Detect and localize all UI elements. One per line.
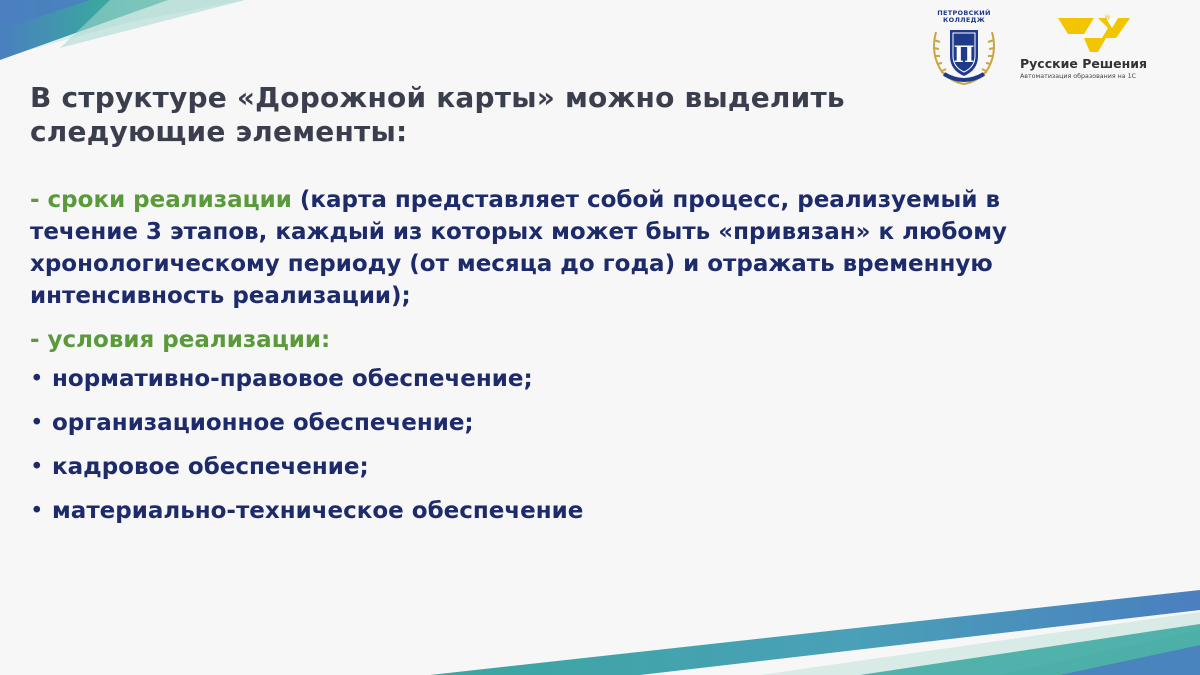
list-item xyxy=(30,364,1070,394)
list-item xyxy=(30,452,1070,482)
item1-highlight: - сроки реализации xyxy=(30,187,292,213)
russkie-resheniya-cube-icon xyxy=(1054,14,1134,54)
petrovsky-logo-text: ПЕТРОВСКИЙ КОЛЛЕДЖ xyxy=(937,9,991,24)
bullet-icon: • xyxy=(30,366,44,392)
list-item xyxy=(30,496,1070,526)
registered-mark: ® xyxy=(1104,14,1111,22)
list-item-text: нормативно-правовое обеспечение; xyxy=(52,366,533,392)
rr-brand-subtitle: Автоматизация образования на 1С xyxy=(1020,73,1137,80)
bullet-icon: • xyxy=(30,498,44,524)
item-implementation-conditions xyxy=(30,325,1070,355)
item-implementation-timing xyxy=(30,184,1070,312)
list-item-text: кадровое обеспечение; xyxy=(52,454,369,480)
top-left-stripes xyxy=(0,0,245,60)
conditions-list xyxy=(30,364,1070,526)
slide-title: В структуре «Дорожной карты» можно выделить следующие элементы: xyxy=(30,81,845,148)
bullet-icon: • xyxy=(30,410,44,436)
list-item-text: организационное обеспечение; xyxy=(52,410,474,436)
item1-text: (карта представляет собой процесс, реализуемый в течение 3 этапов, каждый из которых может быть «привязан» к любому хронологическому периоду (от месяца до года) и отражать временную интенсивность реализации); xyxy=(30,187,1008,309)
item2-highlight: - условия реализации: xyxy=(30,327,331,353)
slide-content xyxy=(30,184,1070,540)
svg-text:П: П xyxy=(953,42,975,68)
bullet-icon: • xyxy=(30,454,44,480)
list-item xyxy=(30,408,1070,438)
rr-brand-name: Русские Решения xyxy=(1020,56,1148,71)
petrovsky-college-crest-icon xyxy=(926,10,1002,88)
list-item-text: материально-техническое обеспечение xyxy=(52,498,584,524)
bottom-right-stripes xyxy=(430,590,1200,675)
russkie-resheniya-logo xyxy=(1016,14,1166,84)
petrovsky-college-logo xyxy=(926,10,1002,88)
